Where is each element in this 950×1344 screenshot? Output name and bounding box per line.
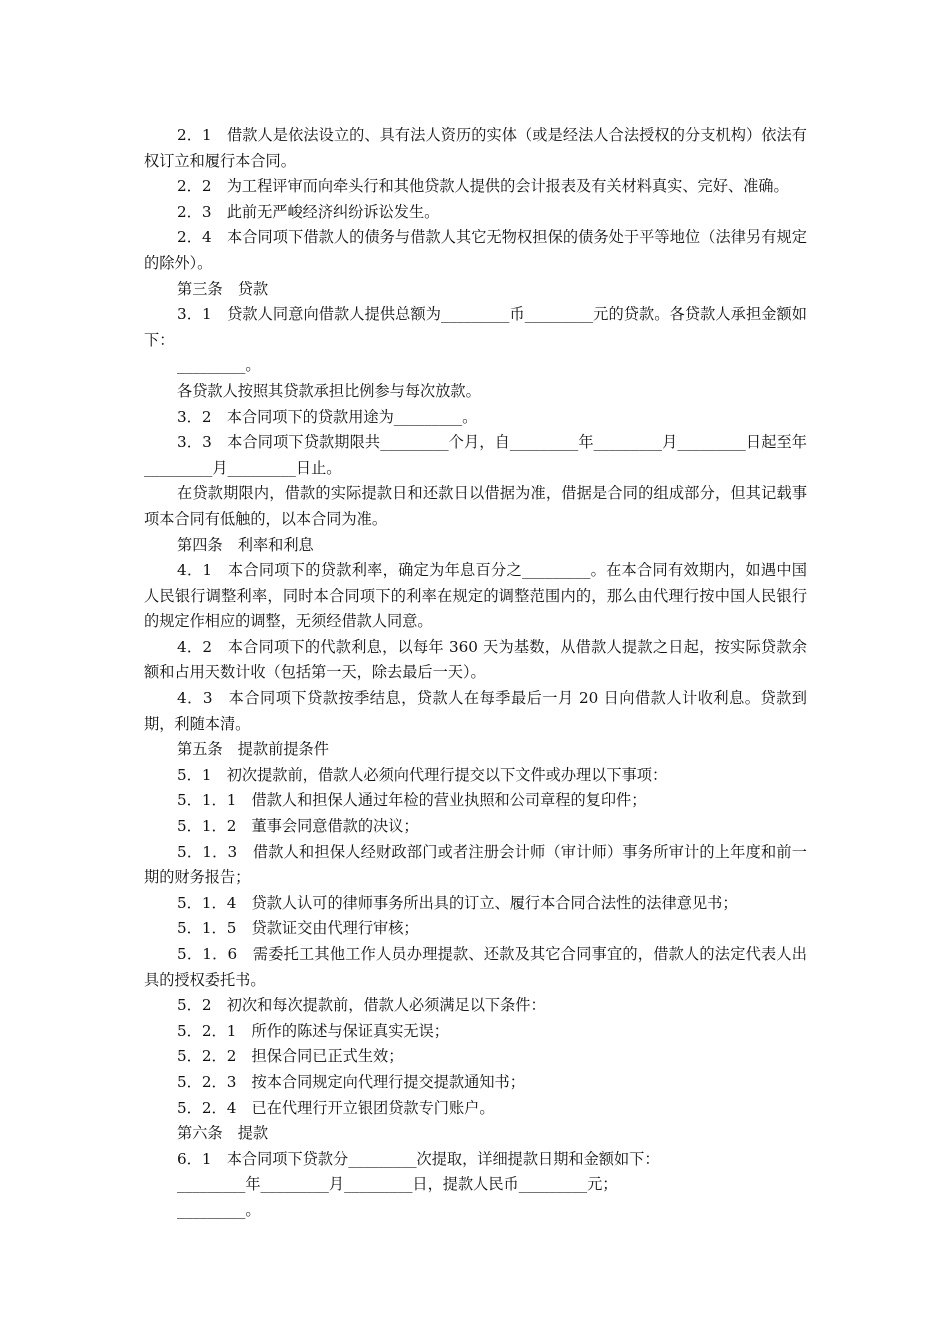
clause-5-1-4: 5．1．4 贷款人认可的律师事务所出具的订立、履行本合同合法性的法律意见书； bbox=[177, 893, 738, 912]
article-6-heading: 第六条 提款 bbox=[177, 1124, 269, 1143]
clause-5-1-5: 5．1．5 贷款证交由代理行审核； bbox=[177, 919, 419, 938]
clause-6-1: 6．1 本合同项下贷款分_________次提取，详细提款日期和金额如下： bbox=[177, 1149, 660, 1168]
clause-5-1-3: 5．1．3 借款人和担保人经财政部门或者注册会计师（审计师）事务所审计的上年度和前一期的财务报告； bbox=[144, 842, 807, 887]
contract-page bbox=[144, 123, 807, 1224]
article-5-heading: 第五条 提款前提条件 bbox=[177, 740, 329, 759]
clause-2-2: 2．2 为工程评审而向牵头行和其他贷款人提供的会计报表及有关材料真实、完好、准确。 bbox=[177, 177, 789, 196]
drawdown-schedule-end: _________。 bbox=[177, 1200, 261, 1219]
clause-3-3: 3．3 本合同项下贷款期限共_________个月，自_________年_________月_________日起至年_________月_________日止。 bbox=[144, 433, 807, 477]
clause-2-1: 2．1 借款人是依法设立的、具有法人资历的实体（或是经法人合法授权的分支机构）依法有权订立和履行本合同。 bbox=[144, 126, 807, 170]
clause-5-2-2: 5．2．2 担保合同已正式生效； bbox=[177, 1047, 404, 1066]
clause-5-1: 5．1 初次提款前，借款人必须向代理行提交以下文件或办理以下事项： bbox=[177, 765, 668, 784]
clause-4-2: 4．2 本合同项下的代款利息，以每年 360 天为基数，从借款人提款之日起，按实际贷款余额和占用天数计收（包括第一天，除去最后一天）。 bbox=[144, 637, 807, 682]
drawdown-schedule-line: _________年_________月_________日，提款人民币_________元； bbox=[177, 1175, 618, 1194]
clause-4-3: 4．3 本合同项下贷款按季结息，贷款人在每季最后一月 20 日向借款人计收利息。贷款到期，利随本清。 bbox=[144, 689, 807, 733]
clause-2-4: 2．4 本合同项下借款人的债务与借款人其它无物权担保的债务处于平等地位（法律另有规定的除外）。 bbox=[144, 228, 807, 272]
clause-5-2: 5．2 初次和每次提款前，借款人必须满足以下条件： bbox=[177, 996, 546, 1015]
clause-5-2-1: 5．2．1 所作的陈述与保证真实无误； bbox=[177, 1021, 449, 1040]
lender-amount-blank: _________。 bbox=[177, 356, 261, 375]
clause-4-1: 4．1 本合同项下的贷款利率，确定为年息百分之_________。在本合同有效期内，如遇中国人民银行调整利率，同时本合同项下的利率在规定的调整范围内的，那么由代理行按中国人民银行的规定作相应的调整，无须经借款人同意。 bbox=[144, 561, 807, 631]
loan-term-note: 在贷款期限内，借款的实际提款日和还款日以借据为准，借据是合同的组成部分，但其记载事项本合同有低触的，以本合同为准。 bbox=[144, 484, 807, 528]
clause-3-2: 3．2 本合同项下的贷款用途为_________。 bbox=[177, 407, 478, 426]
clause-5-1-2: 5．1．2 董事会同意借款的决议； bbox=[177, 817, 419, 836]
clause-5-2-3: 5．2．3 按本合同规定向代理行提交提款通知书； bbox=[177, 1072, 525, 1091]
article-4-heading: 第四条 利率和利息 bbox=[177, 535, 314, 554]
lender-share-note: 各贷款人按照其贷款承担比例参与每次放款。 bbox=[177, 381, 481, 400]
clause-3-1: 3．1 贷款人同意向借款人提供总额为_________币_________元的贷款。各贷款人承担金额如下： bbox=[144, 305, 807, 349]
clause-5-1-1: 5．1．1 借款人和担保人通过年检的营业执照和公司章程的复印件； bbox=[177, 791, 647, 810]
clause-5-2-4: 5．2．4 已在代理行开立银团贷款专门账户。 bbox=[177, 1098, 495, 1117]
clause-2-3: 2．3 此前无严峻经济纠纷诉讼发生。 bbox=[177, 202, 440, 221]
clause-5-1-6: 5．1．6 需委托工其他工作人员办理提款、还款及其它合同事宜的，借款人的法定代表人出具的授权委托书。 bbox=[144, 945, 807, 989]
article-3-heading: 第三条 贷款 bbox=[177, 279, 269, 298]
